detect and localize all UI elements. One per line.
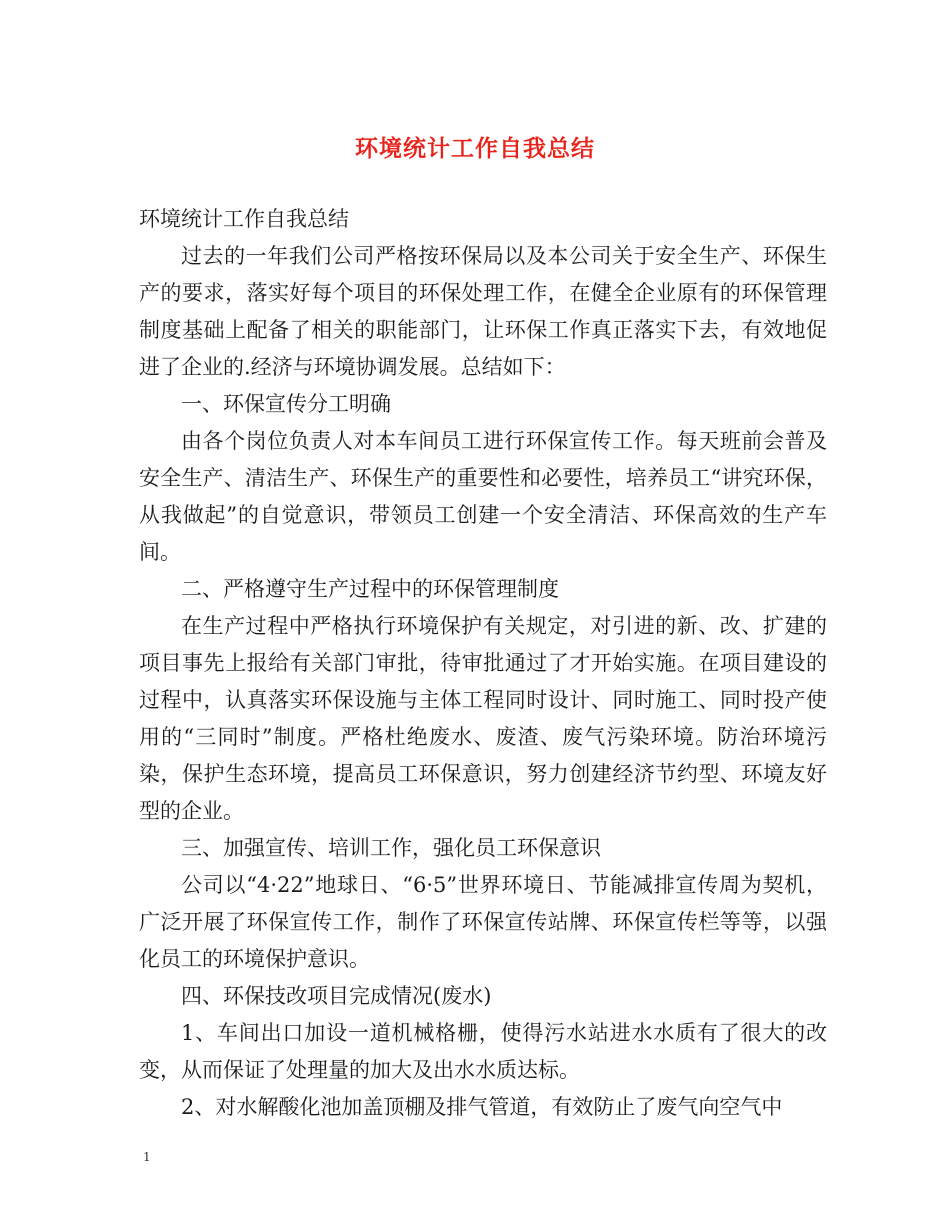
- paragraph: 三、加强宣传、培训工作，强化员工环保意识: [181, 836, 601, 860]
- paragraph: 1、车间出口加设一道机械格栅，使得污水站进水水质有了很大的改变，从而保证了处理量的加大及出水水质达标。: [139, 1021, 827, 1082]
- paragraph: 由各个岗位负责人对本车间员工进行环保宣传工作。每天班前会普及安全生产、清洁生产、环保生产的重要性和必要性，培养员工“讲究环保，从我做起”的自觉意识，带领员工创建一个安全清洁、环保高效的生产车间。: [139, 429, 827, 564]
- document-title: 环境统计工作自我总结: [355, 135, 595, 162]
- document-body: [139, 201, 827, 1126]
- paragraph: 二、严格遵守生产过程中的环保管理制度: [181, 577, 559, 601]
- paragraph: 2、对水解酸化池加盖顶棚及排气管道，有效防止了废气向空气中: [181, 1095, 783, 1119]
- page-number: 1: [143, 1150, 151, 1164]
- paragraph: 在生产过程中严格执行环境保护有关规定，对引进的新、改、扩建的项目事先上报给有关部门审批，待审批通过了才开始实施。在项目建设的过程中，认真落实环保设施与主体工程同时设计、同时施工、同时投产使用的“三同时”制度。严格杜绝废水、废渣、废气污染环境。防治环境污染，保护生态环境，提高员工环保意识，努力创建经济节约型、环境友好型的企业。: [139, 614, 827, 823]
- paragraph: 一、环保宣传分工明确: [181, 392, 391, 416]
- paragraph: 四、环保技改项目完成情况(废水): [181, 984, 492, 1008]
- paragraph: 公司以“4·22”地球日、“6·5”世界环境日、节能减排宣传周为契机，广泛开展了环保宣传工作，制作了环保宣传站牌、环保宣传栏等等，以强化员工的环境保护意识。: [139, 873, 827, 971]
- paragraph: 过去的一年我们公司严格按环保局以及本公司关于安全生产、环保生产的要求，落实好每个项目的环保处理工作，在健全企业原有的环保管理制度基础上配备了相关的职能部门，让环保工作真正落实下去，有效地促进了企业的.经济与环境协调发展。总结如下：: [139, 244, 827, 379]
- paragraph: 环境统计工作自我总结: [139, 207, 349, 231]
